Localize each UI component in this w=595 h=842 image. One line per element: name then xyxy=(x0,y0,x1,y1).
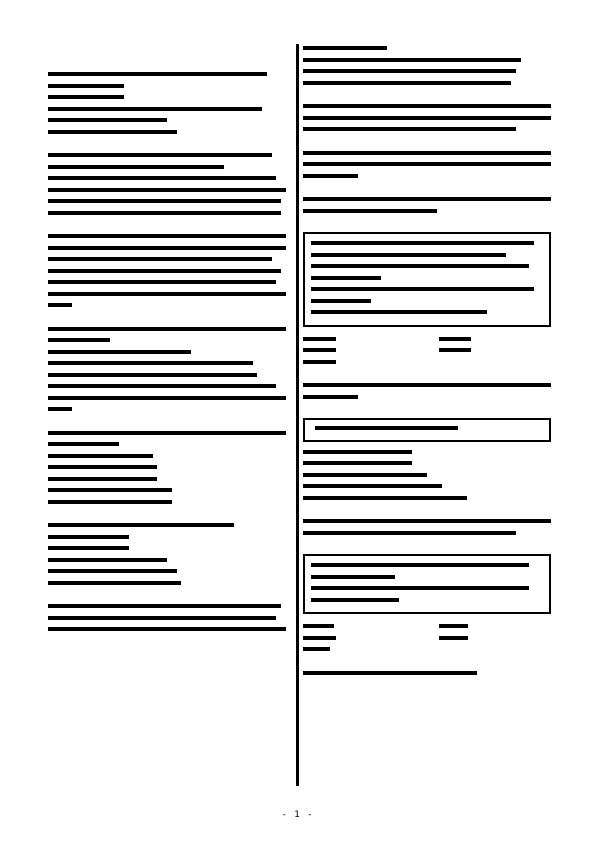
text-line xyxy=(439,624,551,634)
column-divider xyxy=(296,44,299,786)
text-line xyxy=(48,303,286,313)
text-line xyxy=(303,46,551,56)
text-line xyxy=(439,348,551,358)
text-line xyxy=(48,454,286,464)
text-line xyxy=(48,350,286,360)
text-line xyxy=(48,84,286,94)
paragraph-block xyxy=(48,72,286,139)
text-line xyxy=(48,558,286,568)
text-line xyxy=(48,153,286,163)
text-line xyxy=(48,338,286,348)
text-line xyxy=(48,246,286,256)
text-line xyxy=(303,461,551,471)
text-line xyxy=(48,373,286,383)
text-line xyxy=(303,209,551,219)
text-line xyxy=(303,473,551,483)
text-line xyxy=(48,569,286,579)
two-column-list xyxy=(303,622,551,657)
paragraph-block xyxy=(303,151,551,184)
text-line xyxy=(48,188,286,198)
text-line xyxy=(311,563,543,573)
text-line xyxy=(311,241,543,251)
text-line xyxy=(311,575,543,585)
text-line xyxy=(303,348,415,358)
text-line xyxy=(303,58,551,68)
text-line xyxy=(311,299,543,309)
paragraph-block xyxy=(303,104,551,137)
text-line xyxy=(303,162,551,172)
text-line xyxy=(439,636,551,646)
text-line xyxy=(311,276,543,286)
text-line xyxy=(48,130,286,140)
paragraph-block xyxy=(48,604,286,637)
paragraph-block xyxy=(303,671,551,681)
text-line xyxy=(48,500,286,510)
text-line xyxy=(48,431,286,441)
text-line xyxy=(48,165,286,175)
text-line xyxy=(48,199,286,209)
text-line xyxy=(303,127,551,137)
text-line xyxy=(48,292,286,302)
paragraph-block xyxy=(303,450,551,506)
text-line xyxy=(303,647,415,657)
text-line xyxy=(303,519,551,529)
text-line xyxy=(48,581,286,591)
paragraph-block xyxy=(303,46,551,90)
text-line xyxy=(303,395,551,405)
text-line xyxy=(48,616,286,626)
text-line xyxy=(303,174,551,184)
text-line xyxy=(48,95,286,105)
text-line xyxy=(48,477,286,487)
text-line xyxy=(303,116,551,126)
text-line xyxy=(303,450,551,460)
list-right xyxy=(439,335,551,370)
boxed-note xyxy=(303,554,551,614)
text-line xyxy=(311,264,543,274)
text-line xyxy=(48,176,286,186)
paragraph-block xyxy=(303,197,551,218)
text-line xyxy=(303,360,415,370)
text-line xyxy=(48,107,286,117)
text-line xyxy=(48,234,286,244)
text-line xyxy=(48,546,286,556)
text-line xyxy=(48,535,286,545)
text-line xyxy=(303,69,551,79)
boxed-note xyxy=(303,232,551,327)
text-line xyxy=(48,269,286,279)
text-line xyxy=(48,327,286,337)
boxed-note xyxy=(303,418,551,442)
text-line xyxy=(303,104,551,114)
paragraph-block xyxy=(303,383,551,404)
text-line xyxy=(48,72,286,82)
text-line xyxy=(48,442,286,452)
text-line xyxy=(311,586,543,596)
text-line xyxy=(48,523,286,533)
text-line xyxy=(439,337,551,347)
text-line xyxy=(303,151,551,161)
text-line xyxy=(303,671,551,681)
text-line xyxy=(48,257,286,267)
text-line xyxy=(303,496,551,506)
text-line xyxy=(315,426,539,436)
paragraph-block xyxy=(48,431,286,510)
page-number: - 1 - xyxy=(281,810,314,820)
text-line xyxy=(48,384,286,394)
paragraph-block xyxy=(48,327,286,417)
paragraph-block xyxy=(48,523,286,590)
text-line xyxy=(303,337,415,347)
text-line xyxy=(311,310,543,320)
text-line xyxy=(48,604,286,614)
text-line xyxy=(48,407,286,417)
text-line xyxy=(48,488,286,498)
text-line xyxy=(48,361,286,371)
text-line xyxy=(48,396,286,406)
text-line xyxy=(303,383,551,393)
paragraph-block xyxy=(303,519,551,540)
list-right xyxy=(439,622,551,657)
list-left xyxy=(303,335,415,370)
text-line xyxy=(311,598,543,608)
text-line xyxy=(303,197,551,207)
text-line xyxy=(303,636,415,646)
text-line xyxy=(48,627,286,637)
text-line xyxy=(311,287,543,297)
text-line xyxy=(303,81,551,91)
text-line xyxy=(48,211,286,221)
text-line xyxy=(303,531,551,541)
text-line xyxy=(311,253,543,263)
two-column-list xyxy=(303,335,551,370)
text-line xyxy=(48,118,286,128)
list-left xyxy=(303,622,415,657)
text-line xyxy=(303,484,551,494)
right-column xyxy=(303,44,551,694)
paragraph-block xyxy=(48,234,286,313)
text-line xyxy=(303,624,415,634)
left-column xyxy=(48,70,286,651)
text-line xyxy=(48,280,286,290)
paragraph-block xyxy=(48,153,286,220)
text-line xyxy=(48,465,286,475)
